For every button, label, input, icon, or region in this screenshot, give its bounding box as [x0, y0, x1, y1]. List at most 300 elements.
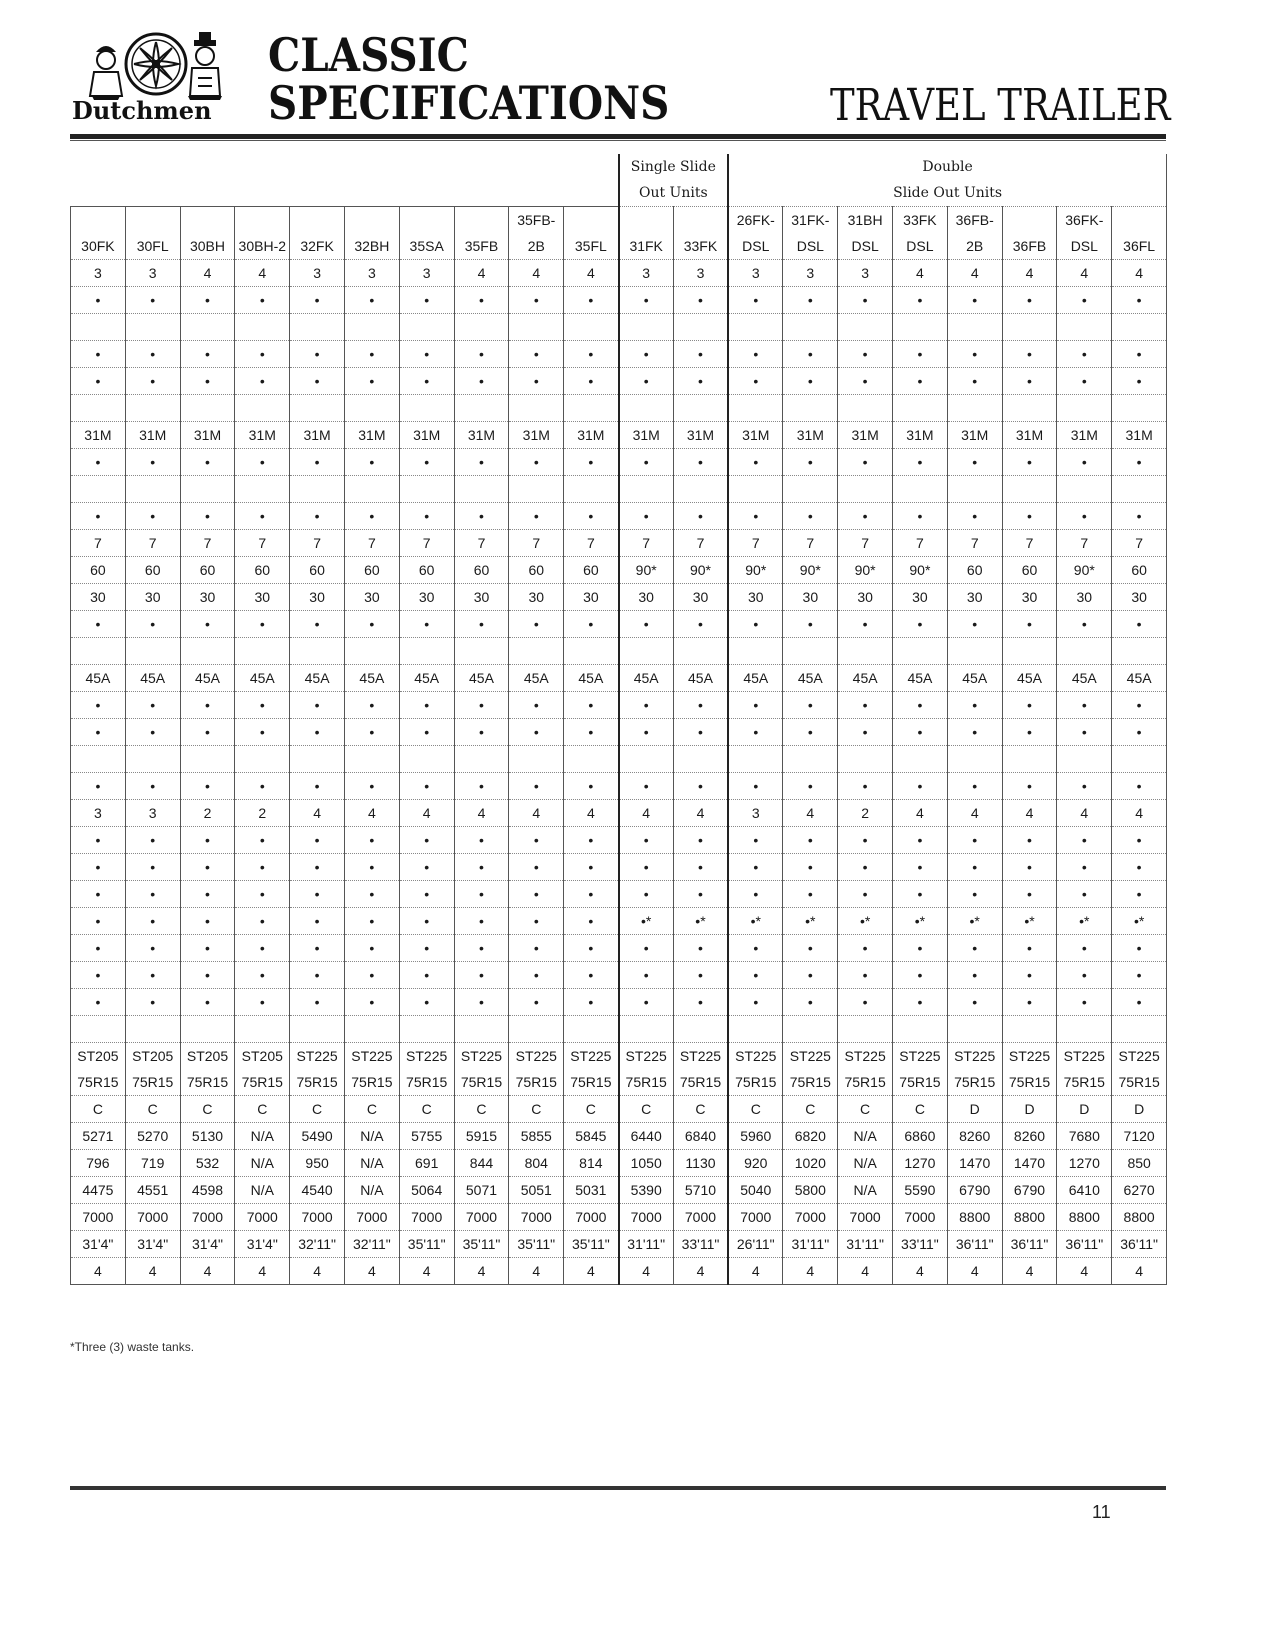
table-cell: •: [564, 773, 619, 800]
table-row: [71, 1204, 1167, 1231]
table-cell: [399, 1016, 454, 1043]
table-cell: •: [673, 854, 728, 881]
spec-table: [70, 154, 1167, 1285]
table-cell: 5040: [728, 1177, 783, 1204]
table-cell: •: [235, 935, 290, 962]
table-cell: C: [509, 1096, 564, 1123]
table-cell: •: [344, 287, 399, 314]
table-cell: N/A: [344, 1177, 399, 1204]
table-cell: [344, 1016, 399, 1043]
table-cell: [673, 476, 728, 503]
table-cell: •: [235, 287, 290, 314]
group-label-line: Slide Out Units: [893, 185, 1003, 201]
table-cell: 31M: [673, 422, 728, 449]
table-cell: 4: [1057, 260, 1112, 287]
table-cell: [564, 638, 619, 665]
table-cell: 7: [564, 530, 619, 557]
table-cell: •: [947, 368, 1002, 395]
table-cell: [71, 638, 126, 665]
table-cell: •*: [1057, 908, 1112, 935]
table-row: [71, 287, 1167, 314]
table-cell: 5755: [399, 1123, 454, 1150]
table-cell: •: [1002, 503, 1057, 530]
model-header-cell: [1002, 207, 1057, 260]
table-cell: •: [180, 719, 235, 746]
table-row: [71, 449, 1167, 476]
table-cell: •: [564, 368, 619, 395]
table-cell: 4: [1112, 260, 1167, 287]
table-cell: •: [1002, 989, 1057, 1016]
table-cell: •: [783, 854, 838, 881]
model-label: 36FL: [1123, 238, 1156, 254]
table-cell: C: [290, 1096, 345, 1123]
table-cell: •: [947, 854, 1002, 881]
table-row: [71, 611, 1167, 638]
table-cell: •: [564, 908, 619, 935]
table-cell: 35'11": [454, 1231, 509, 1258]
table-cell: 4: [509, 800, 564, 827]
table-cell: [509, 314, 564, 341]
table-cell: 3: [125, 800, 180, 827]
table-cell: 4: [564, 260, 619, 287]
table-cell: [728, 638, 783, 665]
table-cell: •: [838, 854, 893, 881]
table-cell: 7: [619, 530, 674, 557]
table-cell: 7: [1057, 530, 1112, 557]
table-cell: •: [619, 881, 674, 908]
table-row: [71, 719, 1167, 746]
table-cell: •: [344, 989, 399, 1016]
table-cell: 45A: [673, 665, 728, 692]
model-header-cell: [180, 207, 235, 260]
table-cell: •: [673, 503, 728, 530]
table-cell: •: [728, 719, 783, 746]
table-cell: 2: [180, 800, 235, 827]
table-cell: •: [947, 287, 1002, 314]
table-cell: •: [344, 692, 399, 719]
table-cell: 32'11": [290, 1231, 345, 1258]
table-cell: •: [71, 287, 126, 314]
model-label: 36FK-: [1065, 212, 1104, 228]
model-label: 35FB-: [517, 212, 556, 228]
table-row: [71, 827, 1167, 854]
table-cell: [728, 476, 783, 503]
table-cell: [180, 476, 235, 503]
table-cell: 4: [1057, 800, 1112, 827]
table-cell: 7000: [673, 1204, 728, 1231]
table-cell: 31'4": [125, 1231, 180, 1258]
table-cell: •: [893, 773, 948, 800]
table-cell: 31M: [235, 422, 290, 449]
model-header-cell: [947, 207, 1002, 260]
table-cell: 7000: [344, 1204, 399, 1231]
table-cell: 31M: [619, 422, 674, 449]
table-cell: [180, 746, 235, 773]
table-cell: •: [838, 719, 893, 746]
table-cell: •: [180, 854, 235, 881]
table-cell: [71, 314, 126, 341]
table-cell: 31M: [947, 422, 1002, 449]
table-cell: •: [71, 908, 126, 935]
table-cell: [564, 1016, 619, 1043]
table-cell: •: [564, 854, 619, 881]
table-cell: •: [947, 989, 1002, 1016]
model-header-row: [71, 207, 1167, 260]
table-cell: •: [1112, 341, 1167, 368]
table-cell: •: [673, 773, 728, 800]
table-cell: •: [125, 854, 180, 881]
table-row: [71, 1231, 1167, 1258]
table-cell: 5130: [180, 1123, 235, 1150]
table-cell: [838, 746, 893, 773]
table-cell: •: [180, 773, 235, 800]
model-label: 30BH-2: [238, 238, 287, 254]
table-cell: 4: [893, 1258, 948, 1285]
model-header-cell: [1112, 207, 1167, 260]
table-cell: 4: [783, 800, 838, 827]
model-header-cell: [619, 207, 674, 260]
table-cell: [125, 476, 180, 503]
table-cell: 90*: [783, 557, 838, 584]
table-cell: •: [838, 935, 893, 962]
table-cell: [783, 395, 838, 422]
table-cell: [509, 746, 564, 773]
table-cell: •: [947, 503, 1002, 530]
table-cell: •: [1112, 611, 1167, 638]
table-cell: •: [673, 962, 728, 989]
table-row: [71, 692, 1167, 719]
table-cell: 804: [509, 1150, 564, 1177]
table-cell: •: [125, 611, 180, 638]
model-label: DSL: [906, 238, 934, 254]
table-cell: 4: [619, 1258, 674, 1285]
table-cell: •: [454, 935, 509, 962]
table-cell: •: [180, 827, 235, 854]
table-cell: •: [235, 341, 290, 368]
table-cell: N/A: [838, 1123, 893, 1150]
table-cell: 30: [1112, 584, 1167, 611]
table-cell: 7000: [180, 1204, 235, 1231]
table-cell: •: [454, 989, 509, 1016]
table-cell: 31M: [1112, 422, 1167, 449]
table-cell: •: [71, 935, 126, 962]
table-cell: 5031: [564, 1177, 619, 1204]
table-cell: [454, 746, 509, 773]
table-cell: •: [838, 341, 893, 368]
table-cell: •: [399, 908, 454, 935]
table-cell: [180, 1016, 235, 1043]
table-cell: •: [1057, 827, 1112, 854]
table-cell: [1112, 1016, 1167, 1043]
table-cell: [783, 746, 838, 773]
table-cell: 1020: [783, 1150, 838, 1177]
table-cell: 7000: [619, 1204, 674, 1231]
model-label: DSL: [851, 238, 879, 254]
model-header-cell: [454, 207, 509, 260]
table-cell: 3: [290, 260, 345, 287]
table-cell: •: [728, 503, 783, 530]
table-cell: 45A: [564, 665, 619, 692]
table-cell: 7: [125, 530, 180, 557]
table-cell: •: [1112, 962, 1167, 989]
table-cell: •: [399, 611, 454, 638]
table-cell: 5800: [783, 1177, 838, 1204]
table-cell: •: [619, 962, 674, 989]
table-cell: •: [893, 611, 948, 638]
table-cell: [180, 395, 235, 422]
table-cell: •: [673, 692, 728, 719]
table-cell: •: [728, 449, 783, 476]
table-cell: 7: [454, 530, 509, 557]
table-cell: [509, 476, 564, 503]
table-cell: C: [399, 1096, 454, 1123]
table-cell: 7: [344, 530, 399, 557]
table-cell: C: [71, 1096, 126, 1123]
table-cell: •: [71, 692, 126, 719]
table-cell: [893, 638, 948, 665]
table-cell: 4: [235, 1258, 290, 1285]
table-cell: 31'11": [619, 1231, 674, 1258]
table-cell: 7: [838, 530, 893, 557]
table-cell: •: [947, 827, 1002, 854]
table-cell: 7000: [71, 1204, 126, 1231]
table-cell: 4: [838, 1258, 893, 1285]
table-cell: •: [290, 989, 345, 1016]
page-title-line2: SPECIFICATIONS: [268, 76, 670, 130]
table-cell: [344, 476, 399, 503]
table-row: [71, 1150, 1167, 1177]
table-cell: •: [893, 449, 948, 476]
footer-rule: [70, 1486, 1166, 1490]
table-cell: [619, 1016, 674, 1043]
table-cell: •: [235, 611, 290, 638]
table-cell: 30: [235, 584, 290, 611]
model-label: 36FB: [1012, 238, 1047, 254]
table-cell: •: [673, 989, 728, 1016]
table-cell: •: [1112, 692, 1167, 719]
model-header-cell: [893, 207, 948, 260]
model-label: 36FB-: [955, 212, 994, 228]
table-cell: •: [728, 611, 783, 638]
model-label: DSL: [796, 238, 824, 254]
table-cell: 31M: [290, 422, 345, 449]
table-cell: 3: [783, 260, 838, 287]
table-cell: 30: [838, 584, 893, 611]
table-cell: ST225 75R15: [1112, 1043, 1167, 1096]
table-cell: •: [180, 287, 235, 314]
table-cell: •: [509, 692, 564, 719]
table-cell: •: [893, 854, 948, 881]
table-cell: [399, 746, 454, 773]
table-cell: [1057, 746, 1112, 773]
table-cell: •: [1112, 854, 1167, 881]
table-cell: 4: [783, 1258, 838, 1285]
table-cell: •*: [673, 908, 728, 935]
table-row: [71, 665, 1167, 692]
page-number: 11: [1092, 1502, 1111, 1522]
table-cell: •: [783, 935, 838, 962]
table-cell: ST225 75R15: [344, 1043, 399, 1096]
table-cell: 90*: [838, 557, 893, 584]
table-cell: 7: [947, 530, 1002, 557]
table-cell: [673, 395, 728, 422]
table-cell: 7680: [1057, 1123, 1112, 1150]
table-cell: [71, 395, 126, 422]
table-cell: •: [838, 989, 893, 1016]
table-cell: [1002, 746, 1057, 773]
table-cell: •: [1002, 773, 1057, 800]
table-cell: •: [290, 881, 345, 908]
table-cell: [673, 314, 728, 341]
table-cell: 31M: [564, 422, 619, 449]
table-cell: 1270: [1057, 1150, 1112, 1177]
table-cell: •: [619, 503, 674, 530]
table-cell: 4: [344, 1258, 399, 1285]
table-cell: 4: [564, 1258, 619, 1285]
table-cell: 31'4": [71, 1231, 126, 1258]
table-cell: •: [619, 449, 674, 476]
table-cell: •: [838, 881, 893, 908]
table-cell: 7: [1112, 530, 1167, 557]
table-cell: 4: [509, 1258, 564, 1285]
table-cell: 90*: [619, 557, 674, 584]
table-cell: [728, 314, 783, 341]
table-row: [71, 584, 1167, 611]
table-cell: [1112, 476, 1167, 503]
table-cell: 60: [71, 557, 126, 584]
table-cell: •: [235, 449, 290, 476]
table-cell: 7000: [893, 1204, 948, 1231]
table-cell: [1002, 1016, 1057, 1043]
table-cell: •: [399, 503, 454, 530]
table-cell: •: [783, 503, 838, 530]
table-cell: •: [838, 827, 893, 854]
table-cell: •: [619, 692, 674, 719]
table-cell: [1002, 638, 1057, 665]
table-cell: 814: [564, 1150, 619, 1177]
table-cell: •: [180, 368, 235, 395]
table-cell: 60: [564, 557, 619, 584]
table-cell: [619, 395, 674, 422]
table-cell: ST225 75R15: [673, 1043, 728, 1096]
table-cell: •: [71, 611, 126, 638]
table-cell: •: [619, 611, 674, 638]
table-cell: •: [71, 368, 126, 395]
table-row: [71, 260, 1167, 287]
table-cell: 4: [1002, 1258, 1057, 1285]
model-label: 31BH: [847, 212, 883, 228]
table-cell: •: [893, 962, 948, 989]
table-cell: 60: [235, 557, 290, 584]
table-cell: 4: [235, 260, 290, 287]
table-cell: ST225 75R15: [838, 1043, 893, 1096]
table-row: [71, 1043, 1167, 1096]
table-cell: [399, 314, 454, 341]
table-cell: [564, 395, 619, 422]
table-cell: •: [399, 719, 454, 746]
table-cell: •: [290, 611, 345, 638]
table-cell: •: [619, 989, 674, 1016]
table-row: [71, 854, 1167, 881]
table-cell: •: [180, 989, 235, 1016]
table-cell: 31'11": [783, 1231, 838, 1258]
table-cell: •: [454, 341, 509, 368]
table-cell: •: [509, 935, 564, 962]
table-cell: •: [344, 503, 399, 530]
table-cell: •: [235, 908, 290, 935]
table-cell: 1050: [619, 1150, 674, 1177]
table-cell: [180, 314, 235, 341]
table-cell: •: [454, 368, 509, 395]
table-cell: 60: [180, 557, 235, 584]
table-cell: 5960: [728, 1123, 783, 1150]
table-cell: •: [1057, 503, 1112, 530]
table-cell: 3: [728, 260, 783, 287]
table-cell: •: [893, 935, 948, 962]
table-cell: 90*: [1057, 557, 1112, 584]
table-cell: 30: [509, 584, 564, 611]
table-cell: •: [509, 503, 564, 530]
table-cell: 31M: [71, 422, 126, 449]
table-cell: [947, 476, 1002, 503]
table-cell: [1002, 476, 1057, 503]
table-cell: 4: [290, 1258, 345, 1285]
table-cell: 36'11": [947, 1231, 1002, 1258]
table-cell: 3: [399, 260, 454, 287]
table-cell: 4: [399, 1258, 454, 1285]
table-cell: •: [71, 503, 126, 530]
table-cell: [399, 476, 454, 503]
table-cell: 30: [728, 584, 783, 611]
group-header-double-slide: [728, 154, 1166, 207]
table-cell: D: [947, 1096, 1002, 1123]
table-cell: 31M: [180, 422, 235, 449]
table-cell: N/A: [235, 1123, 290, 1150]
table-row: [71, 1016, 1167, 1043]
table-cell: [71, 1016, 126, 1043]
table-cell: •: [1057, 881, 1112, 908]
table-cell: C: [235, 1096, 290, 1123]
table-row: [71, 800, 1167, 827]
table-cell: ST225 75R15: [399, 1043, 454, 1096]
table-cell: 4: [454, 1258, 509, 1285]
table-cell: •: [399, 692, 454, 719]
table-cell: 7: [509, 530, 564, 557]
table-cell: [893, 314, 948, 341]
table-cell: •: [783, 692, 838, 719]
table-cell: 796: [71, 1150, 126, 1177]
table-cell: 6790: [1002, 1177, 1057, 1204]
table-cell: •: [71, 773, 126, 800]
table-cell: 4: [509, 260, 564, 287]
table-cell: •: [619, 341, 674, 368]
table-cell: ST205 75R15: [125, 1043, 180, 1096]
table-cell: 3: [71, 260, 126, 287]
table-cell: 6790: [947, 1177, 1002, 1204]
table-cell: •: [564, 503, 619, 530]
table-cell: [838, 1016, 893, 1043]
table-cell: 3: [619, 260, 674, 287]
table-cell: 45A: [344, 665, 399, 692]
table-cell: •: [509, 611, 564, 638]
table-cell: •: [1002, 611, 1057, 638]
table-cell: •: [509, 827, 564, 854]
table-cell: 4: [454, 800, 509, 827]
table-cell: •: [673, 368, 728, 395]
table-cell: 90*: [728, 557, 783, 584]
table-cell: •: [728, 827, 783, 854]
table-row: [71, 557, 1167, 584]
